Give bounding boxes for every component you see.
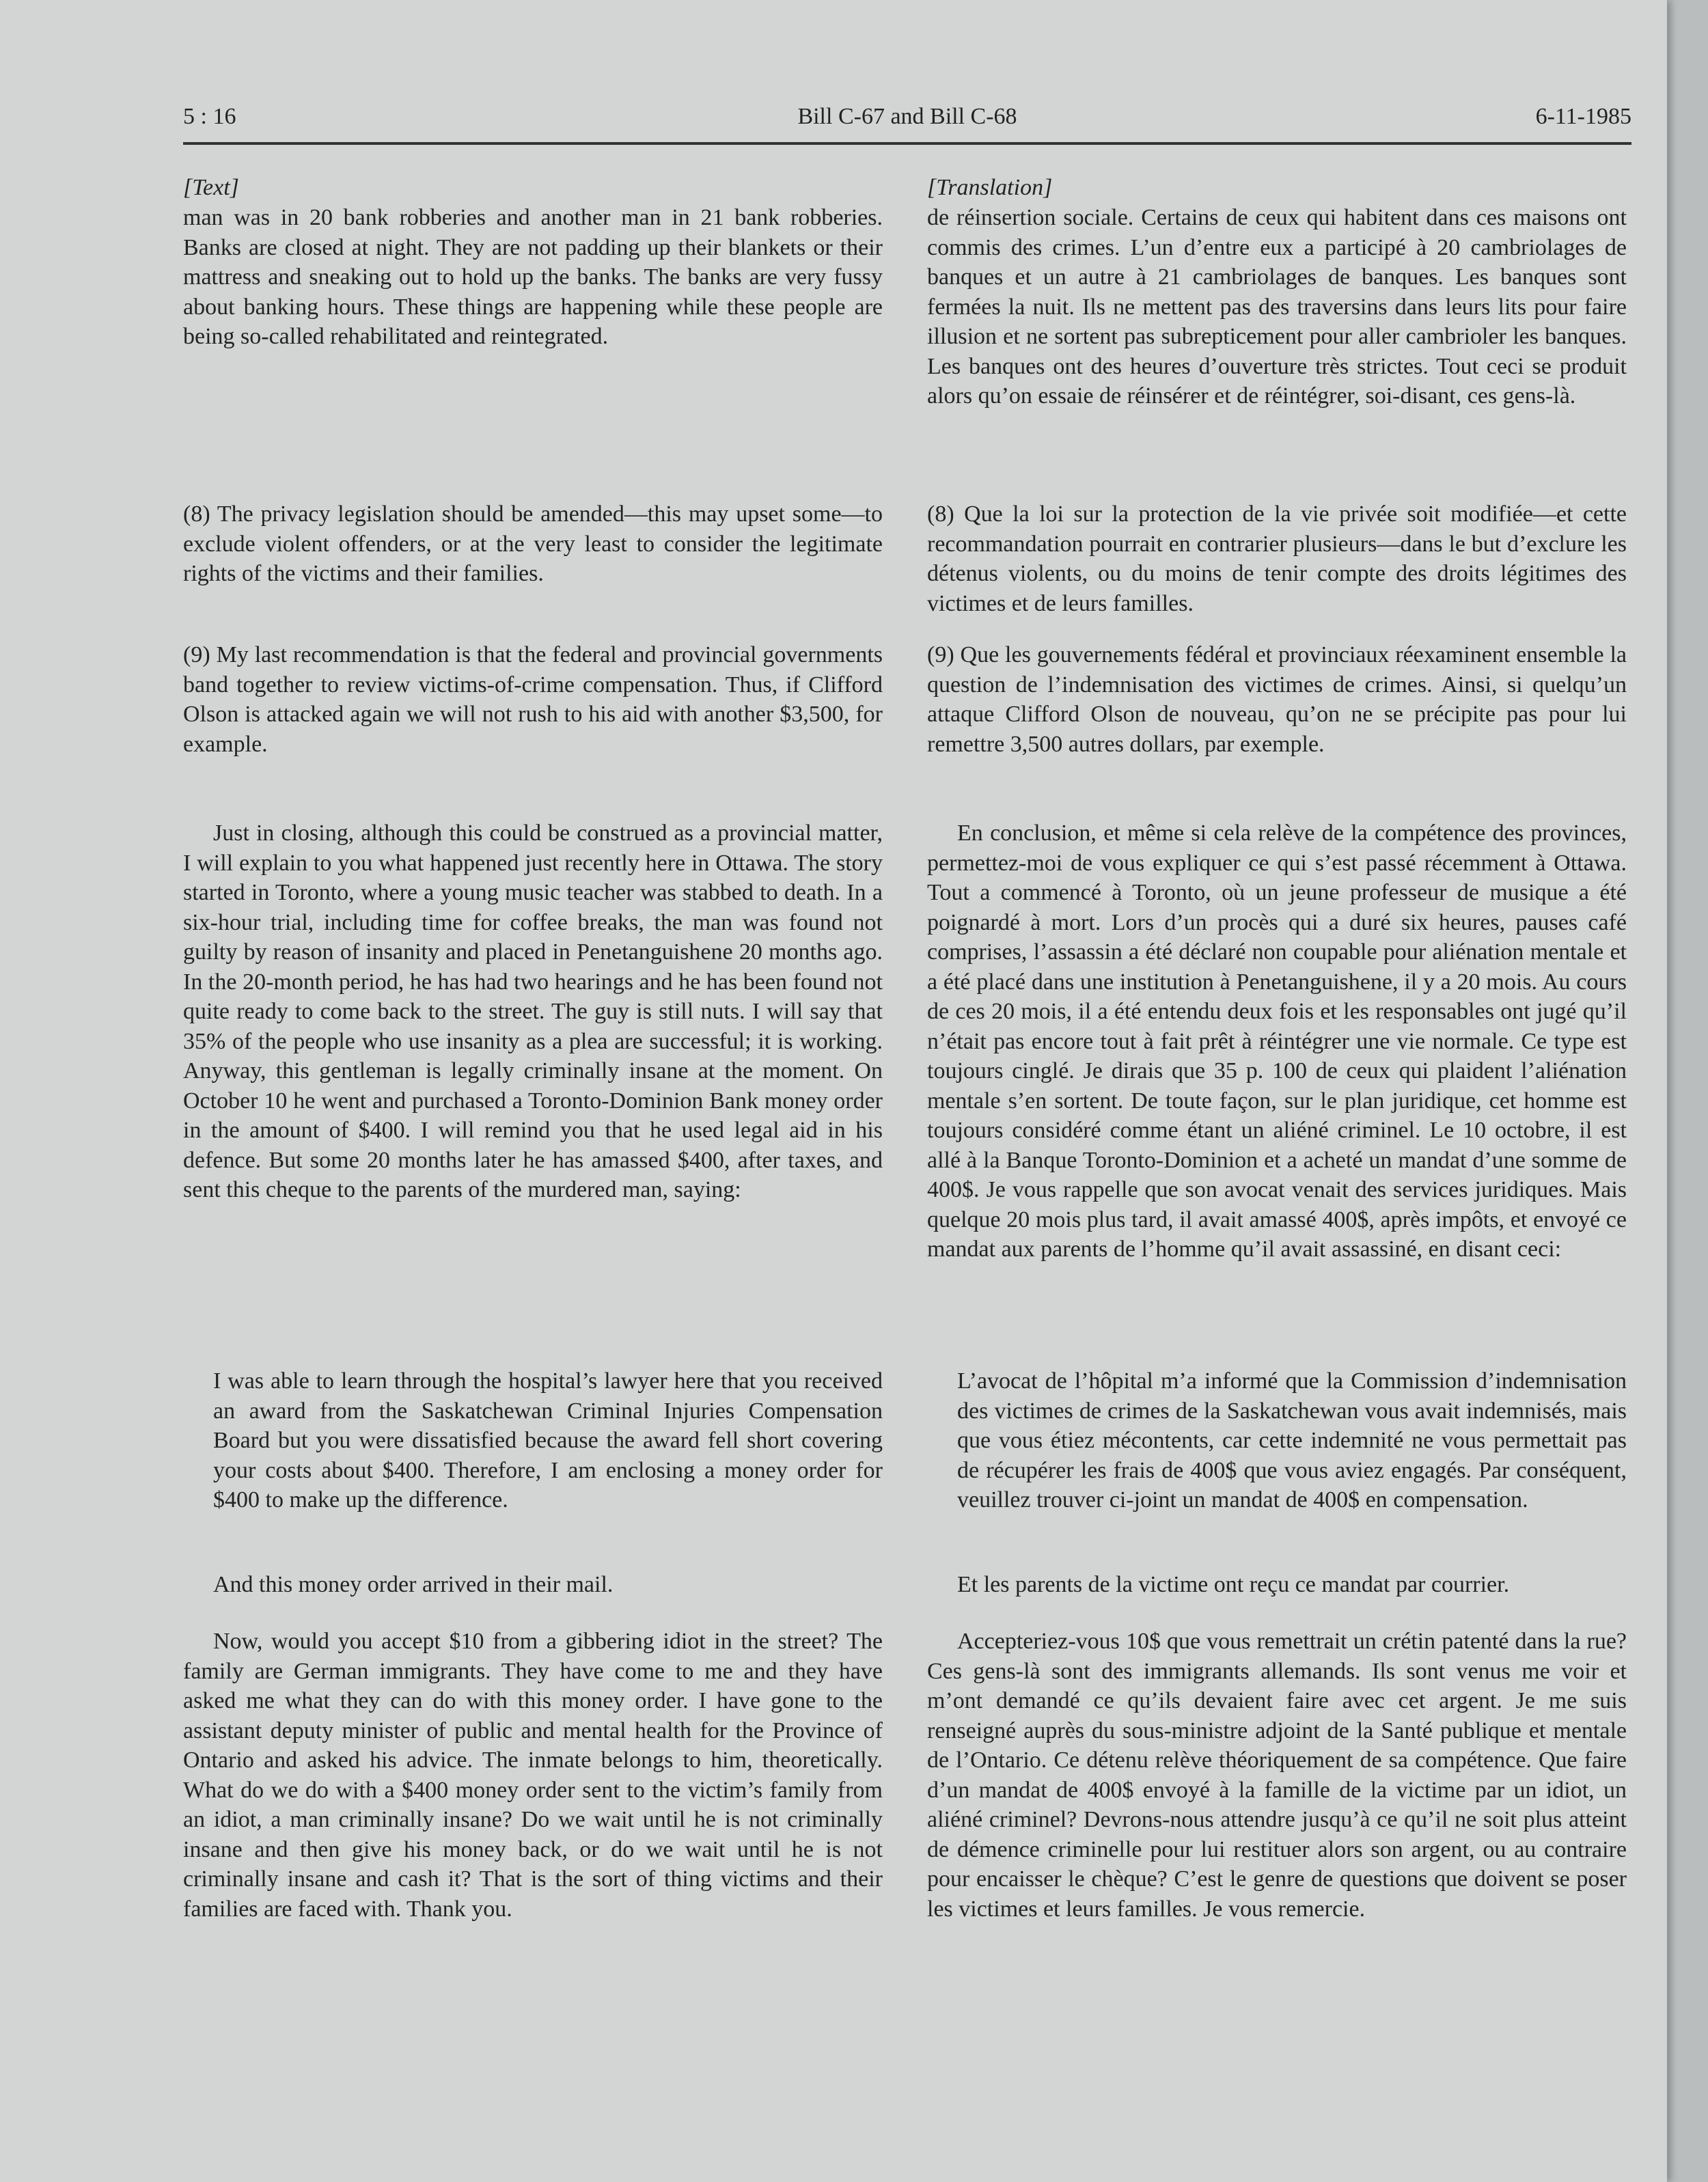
translation-paragraph: de réinsertion sociale. Certains de ceux qui habitent dans ces maisons ont commis des crimes. L’un d’entre eux a participé à 20 cambriolages de banques et un autre à 21 cambriolages de banques. Les banques sont fermées la nuit. Ils ne mettent pas des traversins dans leurs lits pour faire illusion et ne sortent pas subrepticement pour aller cambrioler les banques. Les banques ont des heures d’ouverture très strictes. Tout ceci se produit alors qu’on essaie de réinsérer et de réintégrer, soi-disant, ces gens-là. bbox=[927, 205, 1627, 409]
translation-paragraph: (9) Que les gouvernements fédéral et provinciaux réexaminent ensemble la question de l’indemnisation des victimes de crimes. Ainsi, si quelqu’un attaque Clifford Olson de nouveau, qu’on ne se précipite pas pour lui remettre 3,500 autres dollars, par exemple. bbox=[927, 642, 1627, 757]
translated-letter: L’avocat de l’hôpital m’a informé que la Commission d’indemnisation des victimes de crimes de la Saskatchewan vous avait indemnisés, mais que vous étiez mécontents, car cette indemnité ne vous permettait pas de récupérer les frais de 400$ que vous aviez engagés. Par conséquent, veuillez trouver ci-joint un mandat de 400$ en compensation. bbox=[957, 1368, 1627, 1513]
translation-paragraph: En conclusion, et même si cela relève de la compétence des provinces, permettez-moi de vous expliquer ce qui s’est passé récemment à Ottawa. Tout a commencé à Toronto, où un jeune professeur de musique a été poignardé à mort. Lors d’un procès qui a duré six heures, pauses café comprises, l’assassin a été déclaré non coupable pour aliénation mentale et a été placé dans une institution à Penetanguishene, il y a 20 mois. Au cours de ces 20 mois, il a été entendu deux fois et les responsables ont jugé qu’il n’était pas encore tout à fait prêt à réintégrer une vie normale. Ce type est toujours cinglé. Je dirais que 35 p. 100 de ceux qui plaident l’aliénation mentale s’en sortent. De toute façon, sur le plan juridique, cet homme est toujours considéré comme étant un aliéné criminel. Le 10 octobre, il est allé à la Banque Toronto-Dominion et a acheté un mandat d’une somme de 400$. Je vous rappelle que son avocat venait des services juridiques. Mais quelque 20 mois plus tard, il avait amassé 400$, après impôts, et envoyé ce mandat aux parents de l’homme qu’il avait assassiné, en disant ceci: bbox=[927, 820, 1627, 1262]
text-paragraph: (9) My last recommendation is that the federal and provincial governments band together to review victims-of-crime compensation. Thus, if Clifford Olson is attacked again we will not rush to his aid with another $3,500, for example. bbox=[183, 642, 883, 757]
quoted-letter: I was able to learn through the hospital’s lawyer here that you received an award from the Saskatchewan Criminal Injuries Compensation Board but you were dissatisfied because the award fell short covering your costs about $400. Therefore, I am enclosing a money order for $400 to make up the difference. bbox=[213, 1368, 883, 1513]
text-paragraph: Just in closing, although this could be construed as a provincial matter, I will explain to you what happened just recently here in Ottawa. The story started in Toronto, where a young music teacher was stabbed to death. In a six-hour trial, including time for coffee breaks, the man was found not guilty by reason of insanity and placed in Penetanguishene 20 months ago. In the 20-month period, he has had two hearings and he has been found not quite ready to come back to the street. The guy is still nuts. I will say that 35% of the people who use insanity as a plea are successful; it is working. Anyway, this gentleman is legally criminally insane at the moment. On October 10 he went and purchased a Toronto-Dominion Bank money order in the amount of $400. I will remind you that he used legal aid in his defence. But some 20 months later he has amassed $400, after taxes, and sent this cheque to the parents of the murdered man, saying: bbox=[183, 820, 883, 1202]
translation-column-label: [Translation] bbox=[927, 175, 1053, 200]
text-paragraph: And this money order arrived in their mail. bbox=[213, 1572, 614, 1597]
translation-paragraph: Et les parents de la victime ont reçu ce mandat par courrier. bbox=[957, 1572, 1510, 1597]
text-paragraph: (8) The privacy legislation should be amended—this may upset some—to exclude violent offenders, or at the very least to consider the legitimate rights of the victims and their families. bbox=[183, 501, 883, 586]
header-title: Bill C-67 and Bill C-68 bbox=[797, 104, 1017, 129]
translation-paragraph: (8) Que la loi sur la protection de la vie privée soit modifiée—et cette recommandation pourrait en contrarier plusieurs—dans le but d’exclure les détenus violents, ou du moins de tenir compte des droits légitimes des victimes et de leurs familles. bbox=[927, 501, 1627, 616]
text-column-label: [Text] bbox=[183, 175, 239, 200]
header-date: 6-11-1985 bbox=[1535, 104, 1631, 129]
text-paragraph: Now, would you accept $10 from a gibbering idiot in the street? The family are German immigrants. They have come to me and they have asked me what they can do with this money order. I have gone to the assistant deputy minister of public and mental health for the Province of Ontario and asked his advice. The inmate belongs to him, theoretically. What do we do with a $400 money order sent to the victim’s family from an idiot, a man criminally insane? Do we wait until he is not criminally insane and then give his money back, or do we wait until he is not criminally insane and cash it? That is the sort of thing victims and their families are faced with. Thank you. bbox=[183, 1629, 883, 1922]
page-header bbox=[183, 104, 1631, 145]
page-number: 5 : 16 bbox=[183, 104, 236, 129]
translation-paragraph: Accepteriez-vous 10$ que vous remettrait un crétin patenté dans la rue? Ces gens-là sont des immigrants allemands. Ils sont venus me voir et m’ont demandé ce qu’ils devaient faire avec cet argent. Je me suis renseigné auprès du sous-ministre adjoint de la Santé publique et mentale de l’Ontario. Ce détenu relève théoriquement de sa compétence. Que faire d’un mandat de 400$ envoyé à la famille de la victime par un idiot, un aliéné criminel? Devrons-nous attendre jusqu’à ce qu’il ne soit plus atteint de démence criminelle pour lui restituer alors son argent, ou au contraire pour encaisser le chèque? C’est le genre de questions que doivent se poser les victimes et leurs familles. Je vous remercie. bbox=[927, 1629, 1627, 1922]
text-paragraph: man was in 20 bank robberies and another man in 21 bank robberies. Banks are closed at night. They are not padding up their blankets or their mattress and sneaking out to hold up the banks. The banks are very fussy about banking hours. These things are happening while these people are being so-called rehabilitated and reintegrated. bbox=[183, 205, 883, 349]
